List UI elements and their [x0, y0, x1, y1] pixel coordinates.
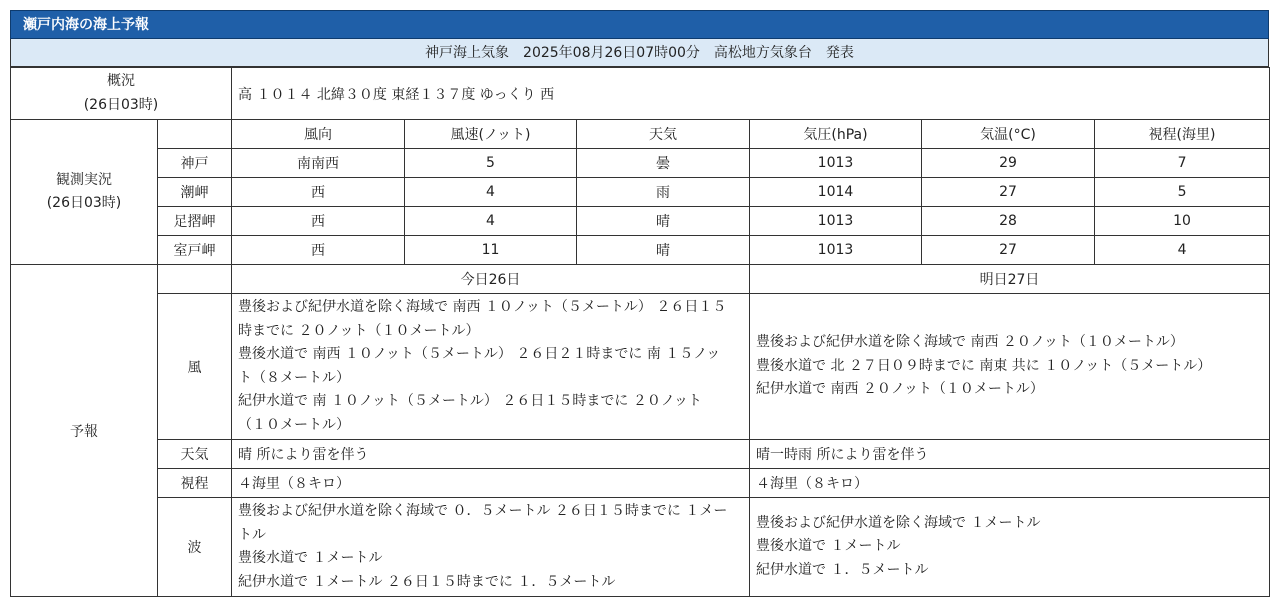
table-cell: 雨 [577, 178, 750, 207]
visibility-label: 視程 [158, 469, 232, 498]
table-row [11, 149, 1270, 178]
overview-row [11, 68, 1270, 120]
column-header: 気圧(hPa) [750, 120, 922, 149]
table-cell: 4 [1095, 236, 1270, 265]
waves-row [11, 498, 1270, 597]
table-row [11, 178, 1270, 207]
table-cell: 4 [405, 207, 577, 236]
table-cell: 西 [232, 236, 405, 265]
station-name: 潮岬 [158, 178, 232, 207]
table-cell: 7 [1095, 149, 1270, 178]
visibility-row [11, 469, 1270, 498]
forecast-table [10, 67, 1270, 597]
station-name: 神戸 [158, 149, 232, 178]
table-cell: 西 [232, 178, 405, 207]
wind-today: 豊後および紀伊水道を除く海域で 南西 １０ノット（５メートル） ２６日１５ 時までに ２０ノット（１０メートル） 豊後水道で 南西 １０ノット（５メートル） ２６日２１時までに 南 １５ノッ ト（８メートル） 紀伊水道で 南 １０ノット（５メートル） ２６日１５時までに ２０ノット （１０メートル） [232, 294, 750, 440]
table-cell: 晴 [577, 236, 750, 265]
table-row [11, 207, 1270, 236]
wind-label: 風 [158, 294, 232, 440]
visibility-tomorrow: ４海里（８キロ） [750, 469, 1270, 498]
table-cell: 4 [405, 178, 577, 207]
column-header: 天気 [577, 120, 750, 149]
table-cell: 28 [922, 207, 1095, 236]
wind-row [11, 294, 1270, 440]
page-title: 瀬戸内海の海上予報 [10, 10, 1269, 39]
waves-today: 豊後および紀伊水道を除く海域で ０．５メートル ２６日１５時までに １メー トル 豊後水道で １メートル 紀伊水道で １メートル ２６日１５時までに １．５メートル [232, 498, 750, 597]
tomorrow-header: 明日27日 [750, 265, 1270, 294]
forecast-panel [10, 10, 1269, 597]
overview-text: 高 １０１４ 北緯３０度 東経１３７度 ゆっくり 西 [232, 68, 1270, 120]
table-cell: 1013 [750, 149, 922, 178]
table-cell: 5 [1095, 178, 1270, 207]
today-header: 今日26日 [232, 265, 750, 294]
column-header: 風速(ノット) [405, 120, 577, 149]
table-cell: 27 [922, 236, 1095, 265]
weather-label: 天気 [158, 440, 232, 469]
forecast-header-row [11, 265, 1270, 294]
observation-label: 観測実況 (26日03時) [11, 120, 158, 265]
table-cell: 1013 [750, 236, 922, 265]
visibility-today: ４海里（８キロ） [232, 469, 750, 498]
observation-corner [158, 120, 232, 149]
weather-today: 晴 所により雷を伴う [232, 440, 750, 469]
table-cell: 5 [405, 149, 577, 178]
table-cell: 27 [922, 178, 1095, 207]
table-row [11, 236, 1270, 265]
table-cell: 1013 [750, 207, 922, 236]
column-header: 視程(海里) [1095, 120, 1270, 149]
overview-label: 概況 (26日03時) [11, 68, 232, 120]
table-cell: 曇 [577, 149, 750, 178]
column-header: 気温(°C) [922, 120, 1095, 149]
station-name: 足摺岬 [158, 207, 232, 236]
forecast-corner [158, 265, 232, 294]
table-cell: 西 [232, 207, 405, 236]
weather-row [11, 440, 1270, 469]
table-cell: 11 [405, 236, 577, 265]
table-cell: 1014 [750, 178, 922, 207]
table-cell: 29 [922, 149, 1095, 178]
waves-tomorrow: 豊後および紀伊水道を除く海域で １メートル 豊後水道で １メートル 紀伊水道で １．５メートル [750, 498, 1270, 597]
observation-header-row [11, 120, 1270, 149]
station-name: 室戸岬 [158, 236, 232, 265]
column-header: 風向 [232, 120, 405, 149]
weather-tomorrow: 晴一時雨 所により雷を伴う [750, 440, 1270, 469]
forecast-label: 予報 [11, 265, 158, 597]
table-cell: 10 [1095, 207, 1270, 236]
table-cell: 晴 [577, 207, 750, 236]
table-cell: 南南西 [232, 149, 405, 178]
waves-label: 波 [158, 498, 232, 597]
issue-info: 神戸海上気象 2025年08月26日07時00分 高松地方気象台 発表 [10, 39, 1269, 67]
wind-tomorrow: 豊後および紀伊水道を除く海域で 南西 ２０ノット（１０メートル） 豊後水道で 北 ２７日０９時までに 南東 共に １０ノット（５メートル） 紀伊水道で 南西 ２０ノット（１０メートル） [750, 294, 1270, 440]
